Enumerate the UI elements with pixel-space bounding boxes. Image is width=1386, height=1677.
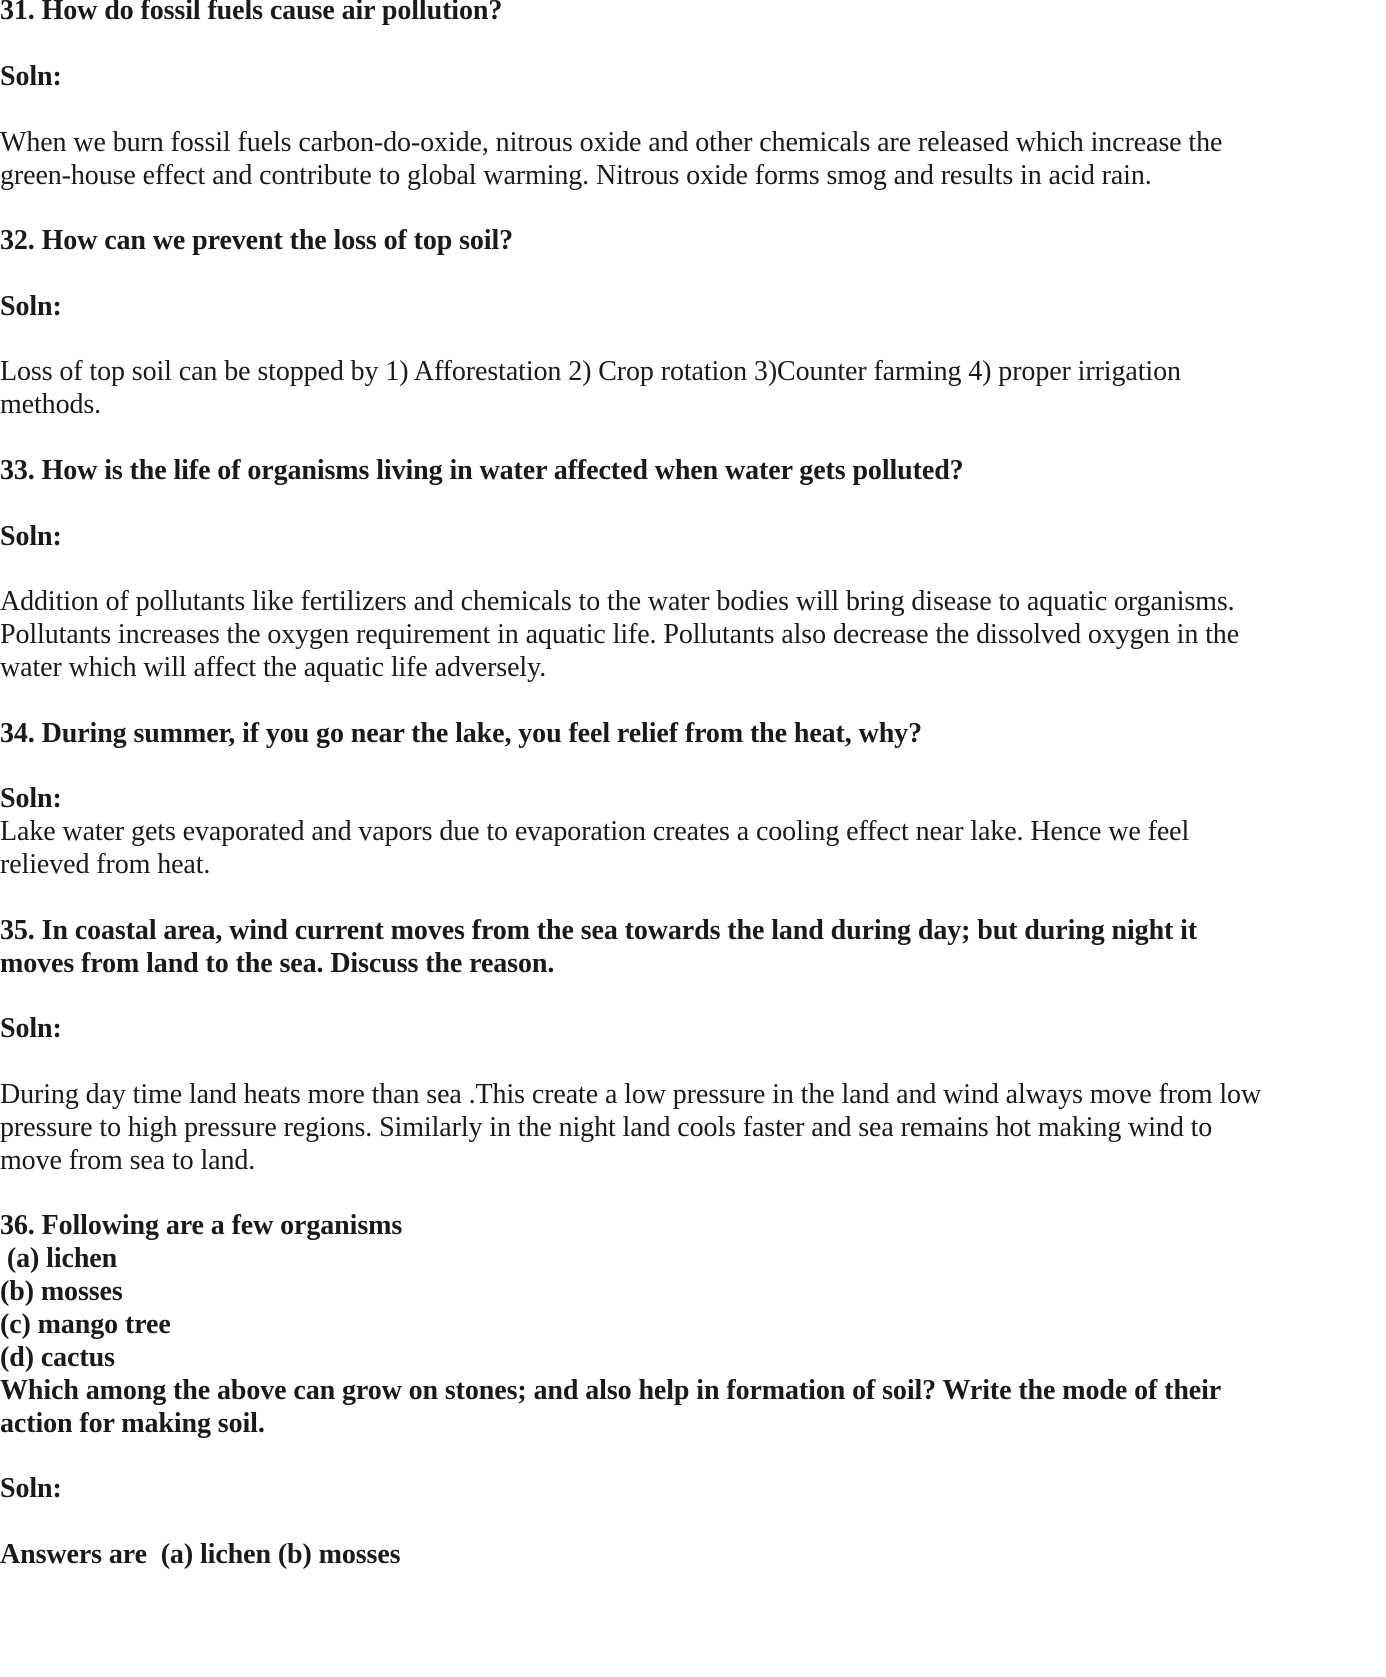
soln-label-33: Soln: [0, 521, 62, 552]
answer-35-line-2: pressure to high pressure regions. Similarly in the night land cools faster and sea remains hot making wind to [0, 1112, 1213, 1143]
answer-33-line-3: water which will affect the aquatic life adversely. [0, 652, 547, 683]
answer-32-line-1: Loss of top soil can be stopped by 1) Afforestation 2) Crop rotation 3)Counter farming 4) proper irrigation [0, 356, 1181, 387]
question-35-line-2: moves from land to the sea. Discuss the reason. [0, 948, 555, 979]
answer-35-line-1: During day time land heats more than sea .This create a low pressure in the land and wind always move from low [0, 1079, 1262, 1110]
answer-31-line-1: When we burn fossil fuels carbon-do-oxide, nitrous oxide and other chemicals are released which increase the [0, 127, 1223, 158]
question-32: 32. How can we prevent the loss of top soil? [0, 225, 514, 256]
soln-label-31: Soln: [0, 61, 62, 92]
question-36-prompt-line-1: Which among the above can grow on stones; and also help in formation of soil? Write the mode of their [0, 1375, 1222, 1406]
option-d: (d) cactus [0, 1342, 115, 1373]
answer-34-line-1: Lake water gets evaporated and vapors due to evaporation creates a cooling effect near lake. Hence we feel [0, 816, 1190, 847]
soln-label-36: Soln: [0, 1473, 62, 1504]
answer-34-line-2: relieved from heat. [0, 849, 211, 880]
soln-label-34: Soln: [0, 783, 62, 814]
question-36-prompt-line-2: action for making soil. [0, 1408, 265, 1439]
soln-label-32: Soln: [0, 291, 62, 322]
soln-label-35: Soln: [0, 1013, 62, 1044]
answer-35-line-3: move from sea to land. [0, 1145, 256, 1176]
question-35-line-1: 35. In coastal area, wind current moves from the sea towards the land during day; but during night it [0, 915, 1198, 946]
answer-33-line-1: Addition of pollutants like fertilizers and chemicals to the water bodies will bring disease to aquatic organisms. [0, 586, 1235, 617]
question-34: 34. During summer, if you go near the lake, you feel relief from the heat, why? [0, 718, 922, 749]
answer-33-line-2: Pollutants increases the oxygen requirement in aquatic life. Pollutants also decrease the dissolved oxygen in the [0, 619, 1240, 650]
answer-36: Answers are (a) lichen (b) mosses [0, 1539, 401, 1570]
answer-31-line-2: green-house effect and contribute to global warming. Nitrous oxide forms smog and results in acid rain. [0, 160, 1152, 191]
option-c: (c) mango tree [0, 1309, 171, 1340]
question-36: 36. Following are a few organisms [0, 1210, 403, 1241]
question-31: 31. How do fossil fuels cause air pollution? [0, 0, 503, 26]
question-33: 33. How is the life of organisms living in water affected when water gets polluted? [0, 455, 964, 486]
option-b: (b) mosses [0, 1276, 123, 1307]
answer-32-line-2: methods. [0, 389, 102, 420]
option-a: (a) lichen [0, 1243, 118, 1274]
